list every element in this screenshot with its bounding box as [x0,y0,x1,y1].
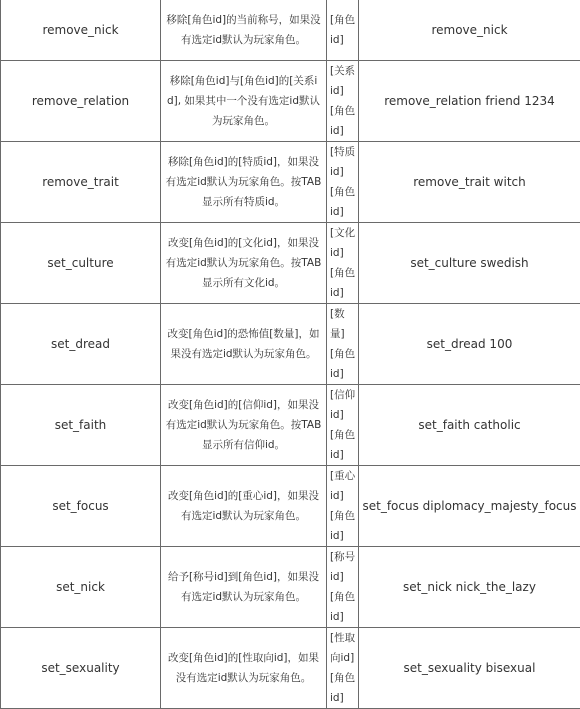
command-params: [文化id] [角色id] [327,223,359,304]
command-params: [信仰id] [角色id] [327,385,359,466]
command-name: set_sexuality [1,628,161,709]
command-description: 改变[角色id]的[信仰id]，如果没有选定id默认为玩家角色。按TAB显示所有信仰id。 [161,385,327,466]
command-name: remove_trait [1,142,161,223]
command-description: 给予[称号id]到[角色id]，如果没有选定id默认为玩家角色。 [161,547,327,628]
command-example: set_nick nick_the_lazy [359,547,580,628]
command-name: set_faith [1,385,161,466]
command-description: 移除[角色id]的[特质id]，如果没有选定id默认为玩家角色。按TAB显示所有特质id。 [161,142,327,223]
command-example: set_dread 100 [359,304,580,385]
table-row [1,142,580,223]
command-params: [重心id] [角色id] [327,466,359,547]
command-params: [数量] [角色id] [327,304,359,385]
table-row [1,0,580,61]
table-row [1,628,580,709]
command-description: 改变[角色id]的[文化id]，如果没有选定id默认为玩家角色。按TAB显示所有文化id。 [161,223,327,304]
table-row [1,385,580,466]
command-params: [角色id] [327,0,359,61]
command-name: set_dread [1,304,161,385]
command-example: set_focus diplomacy_majesty_focus [359,466,580,547]
table-row [1,304,580,385]
command-example: remove_trait witch [359,142,580,223]
table-row [1,61,580,142]
command-example: set_culture swedish [359,223,580,304]
table-row [1,547,580,628]
command-example: set_sexuality bisexual [359,628,580,709]
command-example: set_faith catholic [359,385,580,466]
command-description: 改变[角色id]的恐怖值[数量]，如果没有选定id默认为玩家角色。 [161,304,327,385]
command-name: remove_relation [1,61,161,142]
command-name: set_focus [1,466,161,547]
command-name: set_nick [1,547,161,628]
command-description: 改变[角色id]的[性取向id]，如果没有选定id默认为玩家角色。 [161,628,327,709]
command-params: [称号id] [角色id] [327,547,359,628]
command-name: set_culture [1,223,161,304]
command-params: [关系id] [角色id] [327,61,359,142]
command-description: 改变[角色id]的[重心id]，如果没有选定id默认为玩家角色。 [161,466,327,547]
command-description: 移除[角色id]与[角色id]的[关系id], 如果其中一个没有选定id默认为玩家角色。 [161,61,327,142]
command-example: remove_nick [359,0,580,61]
table-row [1,466,580,547]
command-example: remove_relation friend 1234 [359,61,580,142]
command-params: [性取向id] [角色id] [327,628,359,709]
command-name: remove_nick [1,0,161,61]
table-row [1,223,580,304]
command-description: 移除[角色id]的当前称号，如果没有选定id默认为玩家角色。 [161,0,327,61]
command-params: [特质id] [角色id] [327,142,359,223]
